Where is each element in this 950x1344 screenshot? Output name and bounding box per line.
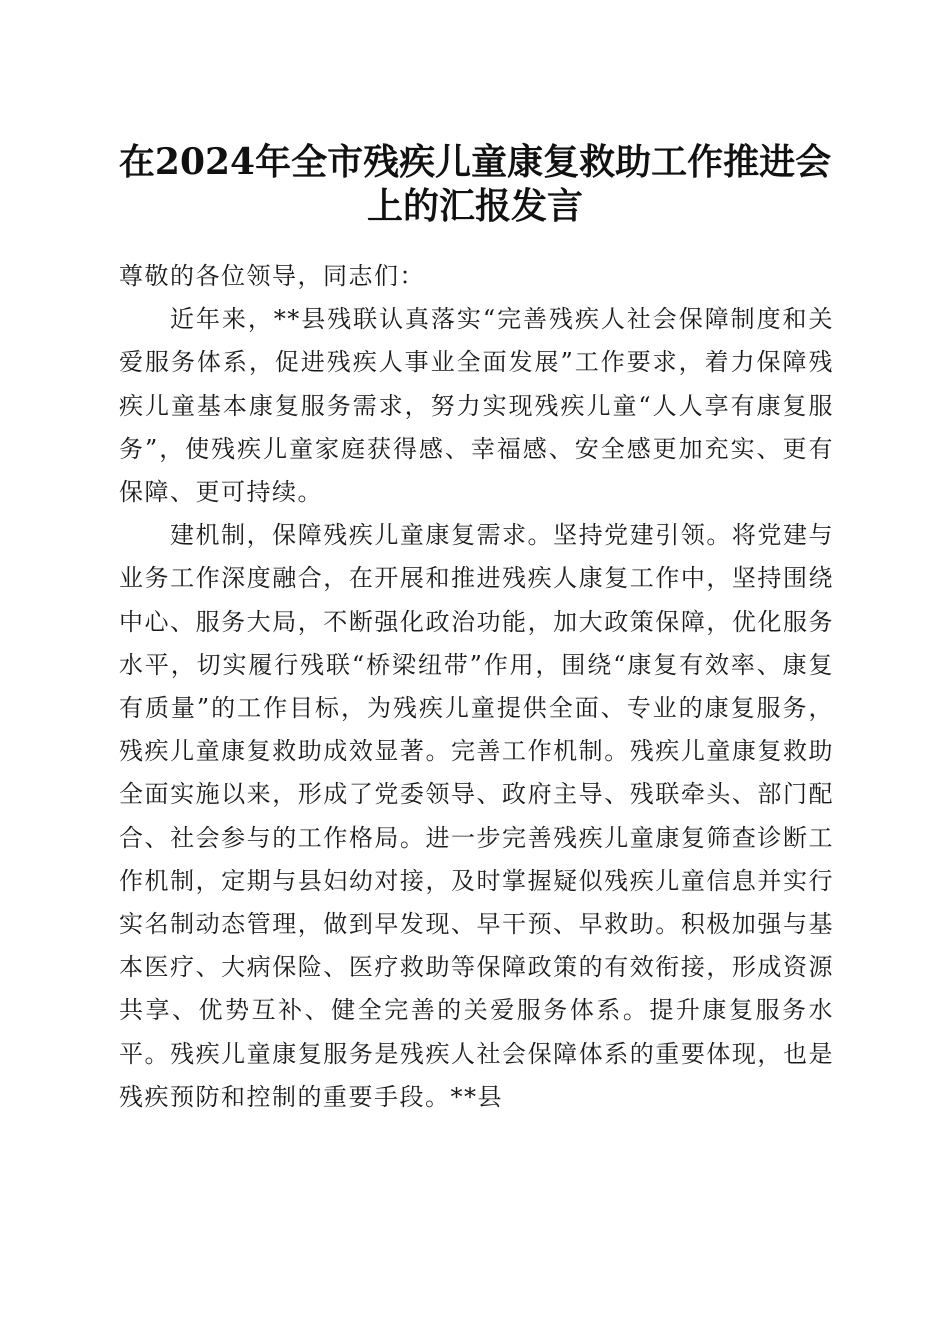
document-title-line-2: 上的汇报发言 bbox=[366, 185, 583, 227]
paragraph-intro: 近年来，**县残联认真落实“完善残疾人社会保障制度和关爱服务体系，促进残疾人事业全面发展”工作要求，着力保障残疾儿童基本康复服务需求，努力实现残疾儿童“人人享有康复服务”，使残疾儿童家庭获得感、幸福感、安全感更加充实、更有保障、更可持续。 bbox=[119, 305, 834, 507]
salutation: 尊敬的各位领导，同志们： bbox=[119, 262, 425, 290]
document-title-line-1: 在2024年全市残疾儿童康复救助工作推进会 bbox=[118, 141, 832, 183]
document-body bbox=[119, 255, 834, 1119]
paragraph-mechanism: 建机制，保障残疾儿童康复需求。坚持党建引领。将党建与业务工作深度融合，在开展和推进残疾人康复工作中，坚持围绕中心、服务大局，不断强化政治功能，加大政策保障，优化服务水平，切实履行残联“桥梁纽带”作用，围绕“康复有效率、康复有质量”的工作目标，为残疾儿童提供全面、专业的康复服务，残疾儿童康复救助成效显著。完善工作机制。残疾儿童康复救助全面实施以来，形成了党委领导、政府主导、残联牵头、部门配合、社会参与的工作格局。进一步完善残疾儿童康复筛查诊断工作机制，定期与县妇幼对接，及时掌握疑似残疾儿童信息并实行实名制动态管理，做到早发现、早干预、早救助。积极加强与基本医疗、大病保险、医疗救助等保障政策的有效衔接，形成资源共享、优势互补、健全完善的关爱服务体系。提升康复服务水平。残疾儿童康复服务是残疾人社会保障体系的重要体现，也是残疾预防和控制的重要手段。**县 bbox=[119, 521, 834, 1111]
